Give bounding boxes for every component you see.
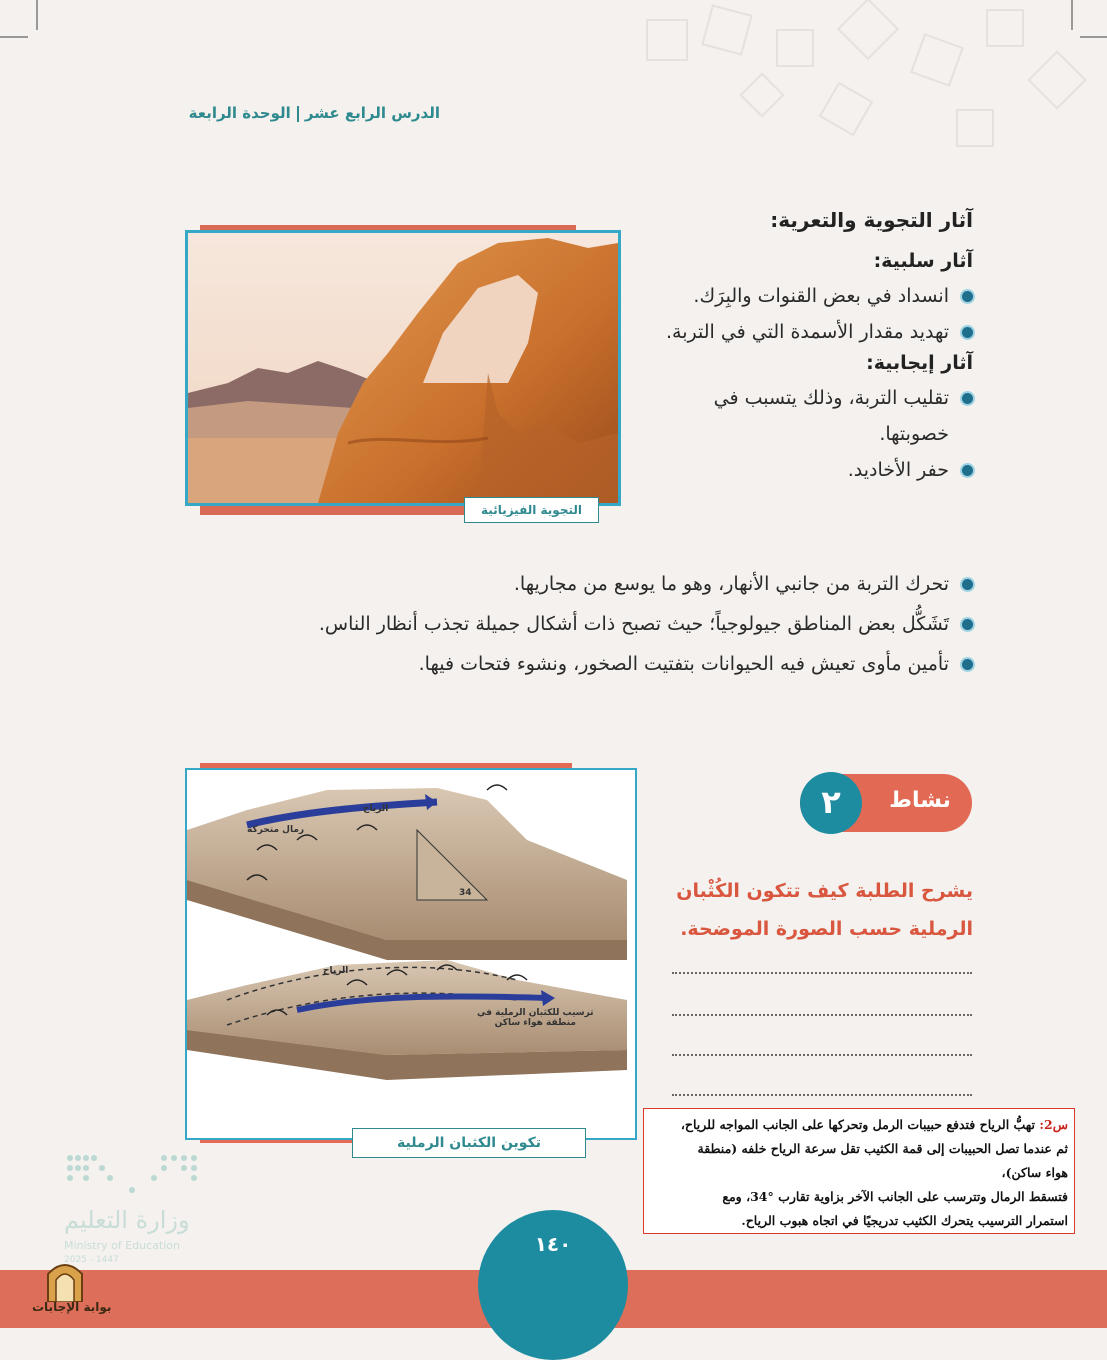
positive-effects-list-wide — [193, 566, 973, 682]
header-unit: الوحدة الرابعة — [188, 104, 291, 122]
sand-dune-diagram — [185, 768, 637, 1140]
answer-line[interactable] — [672, 1052, 972, 1056]
activity-question — [643, 872, 973, 948]
answer-box — [643, 1108, 1075, 1234]
list-item: تهديد مقدار الأسمدة التي في التربة. — [643, 314, 973, 350]
header-lesson: الدرس الرابع عشر — [304, 104, 440, 122]
ministry-logo-icon — [64, 1150, 200, 1200]
answer-line-1 — [650, 1113, 1068, 1137]
effects-title: آثار التجوية والتعرية: — [770, 208, 973, 232]
answer-line[interactable] — [672, 970, 972, 974]
crop-mark — [0, 36, 28, 38]
negative-effects-title: آثار سلبية: — [873, 250, 973, 272]
activity-label: نشاط — [889, 788, 951, 813]
answer-text: هواء ساكن)، — [1001, 1165, 1068, 1180]
answer-prefix: س2: — [1039, 1117, 1068, 1132]
list-item: تَشَكُّل بعض المناطق جيولوجياً؛ حيث تصبح ذات أشكال جميلة تجذب أنظار الناس. — [193, 606, 973, 642]
header-separator — [297, 106, 299, 122]
list-item: حفر الأخاديد. — [643, 452, 973, 488]
deposit-label-line: منطقة هواء ساكن — [494, 1018, 576, 1028]
list-item: تحرك التربة من جانبي الأنهار، وهو ما يوسع من مجاريها. — [193, 566, 973, 602]
crop-mark — [36, 0, 38, 30]
answer-text: فتسقط الرمال وتترسب على الجانب الآخر بزاوية تقارب °34، ومع — [722, 1189, 1068, 1204]
effects-section — [533, 208, 973, 488]
ministry-name-arabic: وزارة التعليم — [64, 1206, 190, 1234]
activity-question-line: الرملية حسب الصورة الموضحة. — [680, 918, 973, 940]
list-item: انسداد في بعض القنوات والبِرَك. — [643, 278, 973, 314]
positive-effects-title: آثار إيجابية: — [866, 352, 973, 374]
watermark-icon — [44, 1258, 86, 1302]
answer-line[interactable] — [672, 1012, 972, 1016]
answer-text: تهبُّ الرياح فتدفع حبيبات الرمل وتحركها على الجانب المواجه للرياح، — [680, 1117, 1036, 1132]
deposit-label — [477, 1008, 594, 1028]
angle-label: 34 — [459, 888, 472, 898]
activity-question-line: يشرح الطلبة كيف تتكون الكُثْبان — [676, 880, 973, 902]
figure-caption: تكوين الكثبان الرملية — [352, 1128, 586, 1158]
ministry-year: 2025 - 1447 — [64, 1255, 119, 1265]
page-number: ١٤٠ — [534, 1232, 572, 1256]
list-item: تأمين مأوى تعيش فيه الحيوانات بتفتيت الصخور، ونشوء فتحات فيها. — [193, 646, 973, 682]
answer-line[interactable] — [672, 1092, 972, 1096]
moving-sand-label: رمال متحركة — [247, 825, 305, 835]
negative-effects-list — [643, 278, 973, 350]
page-header — [180, 104, 440, 122]
answer-text: ثم عندما تصل الحبيبات إلى قمة الكثيب تقل سرعة الرياح خلفه (منطقة — [697, 1141, 1068, 1156]
decorative-pattern — [627, 0, 1107, 170]
activity-number: ٢ — [800, 772, 862, 834]
deposit-label-line: ترسيب للكثبان الرملية في — [477, 1008, 594, 1018]
wind-label: الرياح — [363, 804, 389, 814]
list-item: تقليب التربة، وذلك يتسبب في خصوبتها. — [643, 380, 973, 452]
ministry-name-english: Ministry of Education — [64, 1239, 181, 1252]
photo-caption: التجوية الفيزيائية — [464, 497, 599, 523]
wind-label: الرياح — [323, 966, 349, 976]
answer-text: استمرار الترسيب يتحرك الكثيب تدريجيًا في اتجاه هبوب الرياح. — [741, 1213, 1068, 1228]
positive-effects-list — [643, 380, 973, 488]
watermark-text: بوابة الإجابات — [32, 1300, 112, 1314]
